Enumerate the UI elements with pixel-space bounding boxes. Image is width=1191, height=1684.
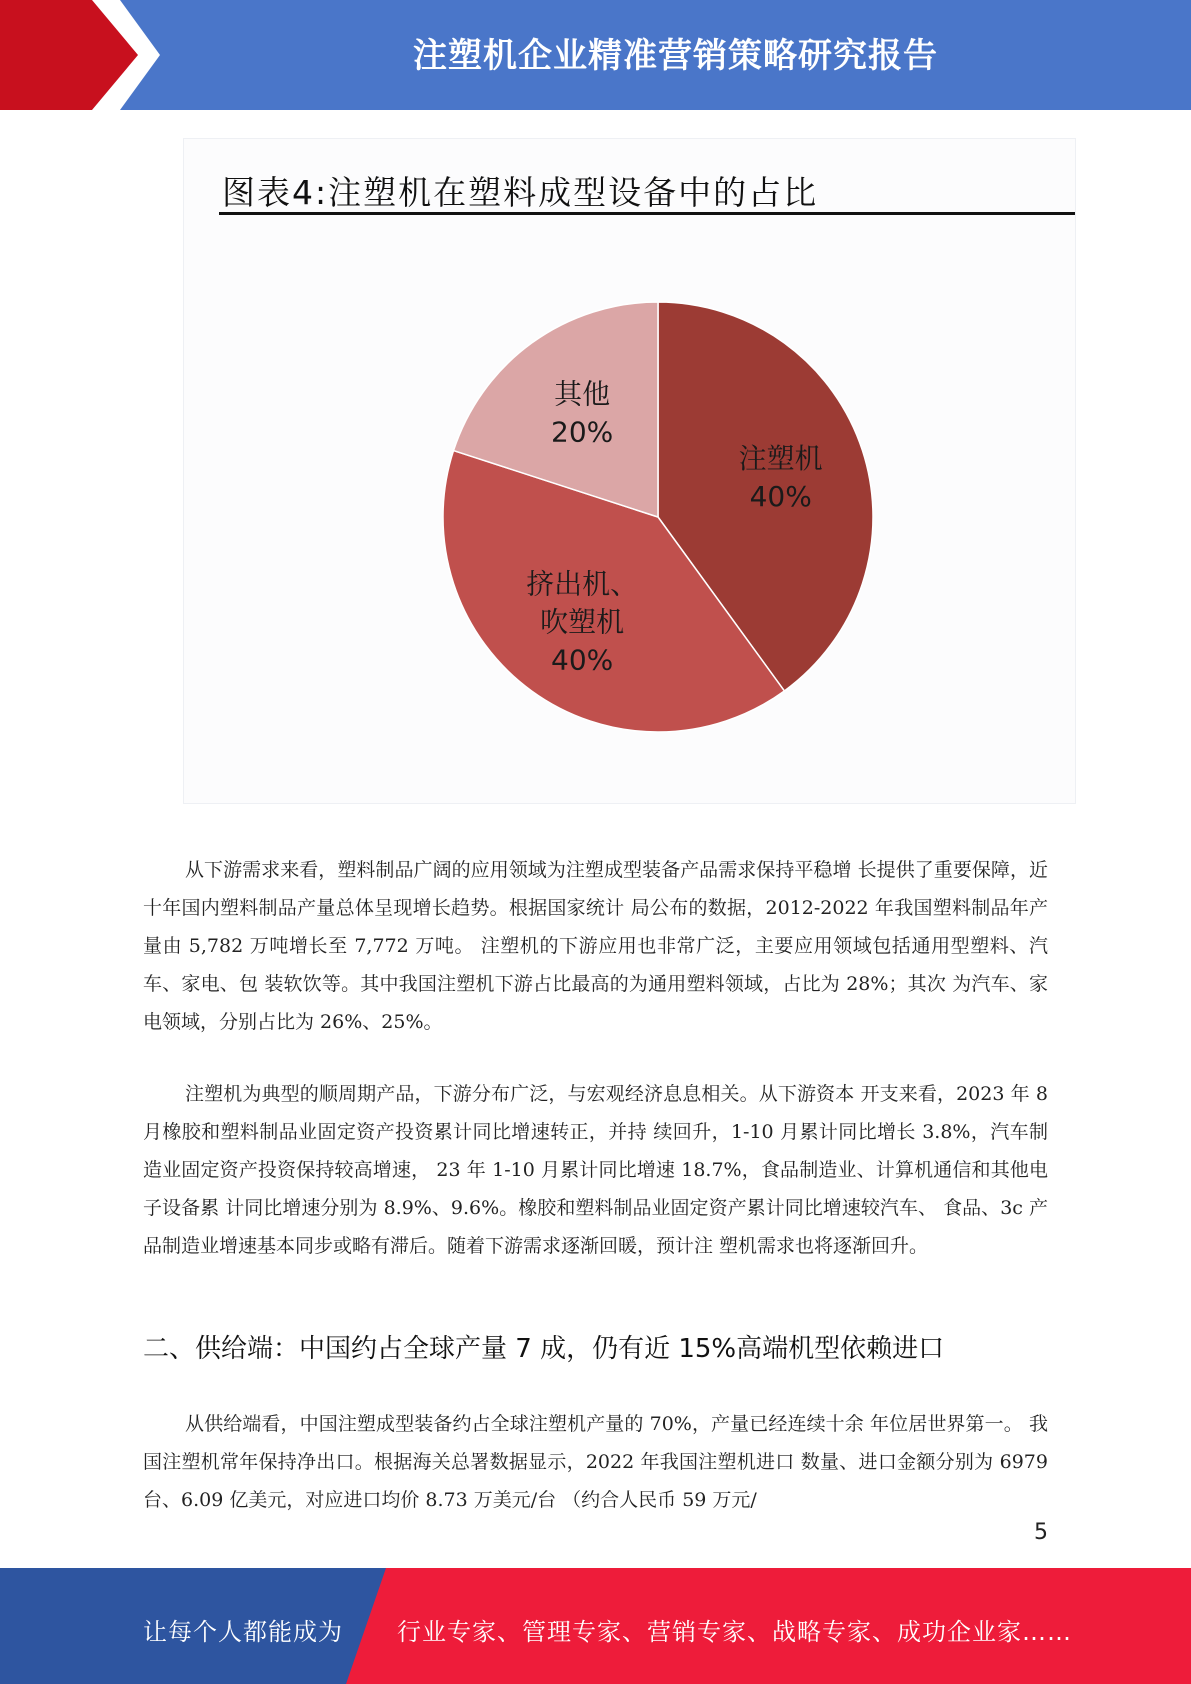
paragraph-supply: 从供给端看，中国注塑成型装备约占全球注塑机产量的 70%，产量已经连续十余 年位居世界第一。 我国注塑机常年保持净出口。根据海关总署数据显示，2022 年我国注塑机进口 数量、进口金额分别为 6979 台、6.09 亿美元，对应进口均价 8.73 万美元/台 （约合人民币 59 万元/: [143, 1413, 1048, 1511]
pie-label-0-1: 40%: [749, 480, 812, 514]
pie-label-1-2: 40%: [551, 643, 614, 677]
pie-label-2-1: 20%: [551, 415, 614, 449]
footer-slogan-right: 行业专家、管理专家、营销专家、战略专家、成功企业家……: [397, 1618, 1072, 1646]
page-header: [0, 0, 1191, 110]
pie-chart: [184, 139, 1075, 803]
header-arrow-icon: [0, 0, 160, 110]
pie-label-1-0: 挤出机、: [526, 567, 639, 601]
paragraph-demand: 从下游需求来看，塑料制品广阔的应用领域为注塑成型装备产品需求保持平稳增 长提供了重要保障，近十年国内塑料制品产量总体呈现增长趋势。根据国家统计 局公布的数据，2012-2022 年我国塑料制品年产量由 5,782 万吨增长至 7,772 万吨。 注塑机的下游应用也非常广泛，主要应用领域包括通用型塑料、汽车、家电、包 装软饮等。其中我国注塑机下游占比最高的为通用塑料领域，占比为 28%；其次 为汽车、家电领域，分别占比为 26%、25%。: [143, 859, 1048, 1033]
footer-slogan-left: 让每个人都能成为: [143, 1618, 343, 1646]
chart-title: 图表4:注塑机在塑料成型设备中的占比: [222, 173, 819, 212]
pie-label-0-0: 注塑机: [738, 442, 823, 476]
pie-label-1-1: 吹塑机: [540, 605, 625, 639]
page-footer: [0, 1568, 1191, 1684]
paragraph-cycle: 注塑机为典型的顺周期产品，下游分布广泛，与宏观经济息息相关。从下游资本 开支来看，2023 年 8 月橡胶和塑料制品业固定资产投资累计同比增速转正，并持 续回升，1-10 月累计同比增长 3.8%，汽车制造业固定资产投资保持较高增速， 23 年 1-10 月累计同比增速 18.7%，食品制造业、计算机通信和其他电子设备累 计同比增速分别为 8.9%、9.6%。橡胶和塑料制品业固定资产累计同比增速较汽车、 食品、3c 产品制造业增速基本同步或略有滞后。随着下游需求逐渐回暖，预计注 塑机需求也将逐渐回升。: [143, 1083, 1048, 1257]
chart-figure: [183, 138, 1076, 804]
section-heading-supply: 二、供给端：中国约占全球产量 7 成，仍有近 15%高端机型依赖进口: [143, 1334, 945, 1364]
report-title: 注塑机企业精准营销策略研究报告: [413, 36, 938, 76]
page-number: 5: [1034, 1520, 1048, 1545]
pie-label-2-0: 其他: [554, 377, 611, 411]
